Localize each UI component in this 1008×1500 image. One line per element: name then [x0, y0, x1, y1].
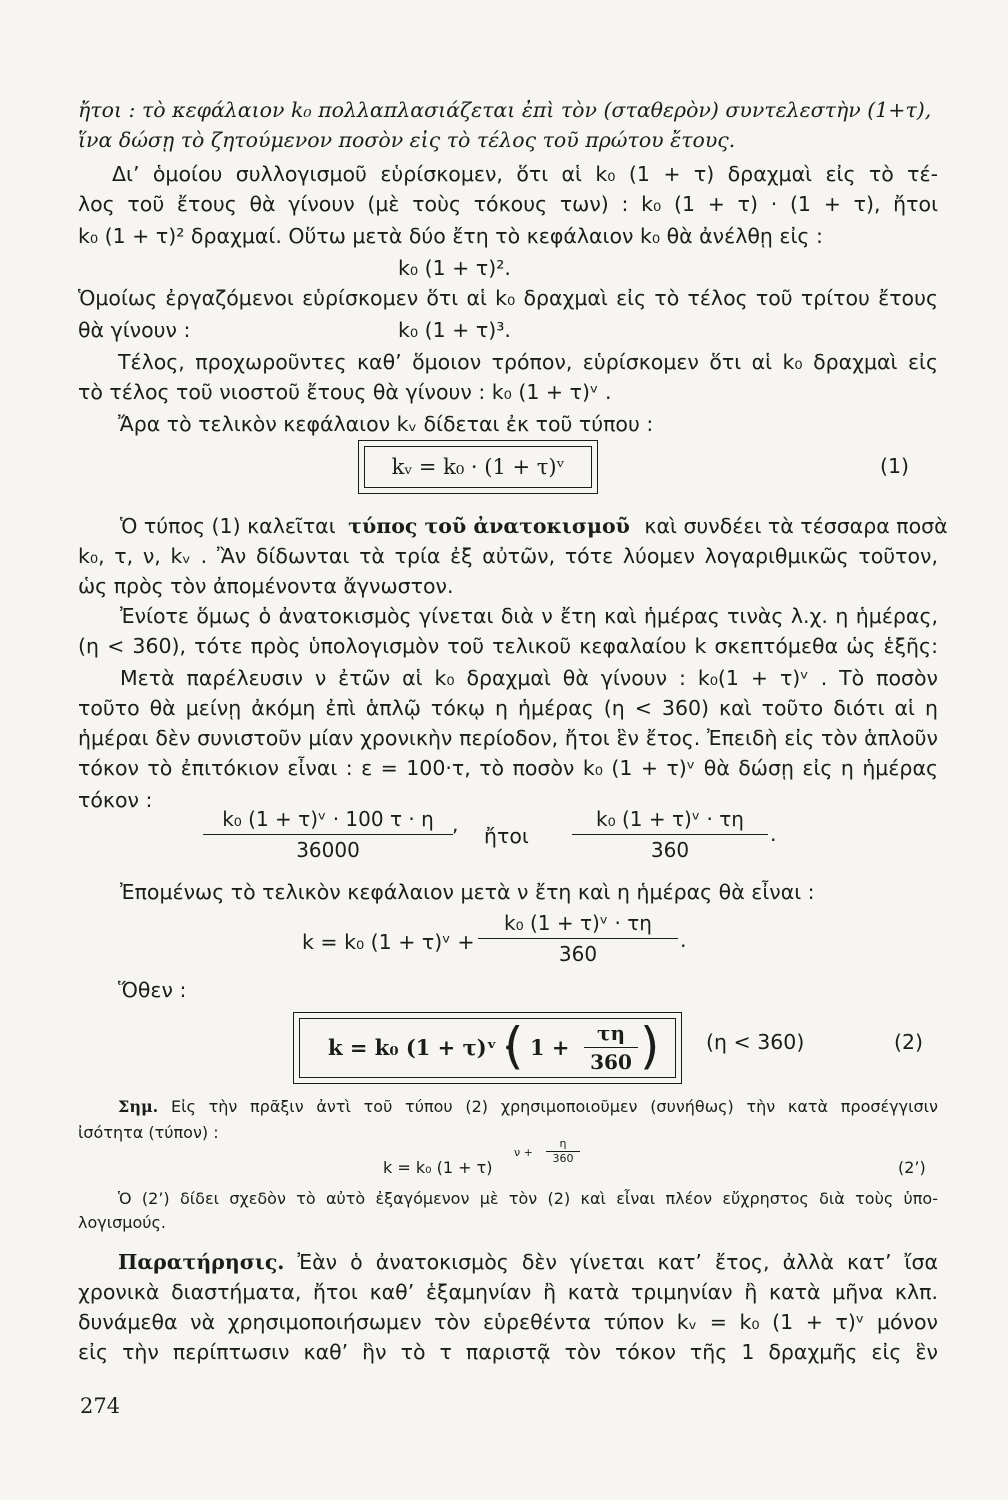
observation-line-3: δυνάμεθα νὰ χρησιμοποιήσωμεν τὸν εὑρεθέντα τύπον kᵥ = k₀ (1 + τ)ᵛ μόνον	[78, 1310, 938, 1334]
fraction-interest-b-denominator: 360	[650, 838, 690, 862]
text-line-13: k₀, τ, ν, kᵥ . Ἂν δίδωνται τὰ τρία ἐξ αὐτῶν, τότε λύομεν λογαριθμικῶς τοῦτον,	[78, 544, 938, 568]
text-line-3: Δι’ ὁμοίου συλλογισμοῦ εὑρίσκομεν, ὅτι αἱ k₀ (1 + τ) δραχμαὶ εἰς τὸ τέ-	[112, 162, 938, 186]
note-line-2: ἰσότητα (τύπον) :	[78, 1123, 219, 1142]
text-line-11: Ἄρα τὸ τελικὸν κεφάλαιον kᵥ δίδεται ἐκ τοῦ τύπου :	[118, 412, 654, 436]
formula-2-one-plus: 1 +	[530, 1035, 570, 1060]
text-line-20: τόκον τὸ ἐπιτόκιον εἶναι : ε = 100·τ, τὸ ποσὸν k₀ (1 + τ)ᵛ θὰ δώσῃ εἰς η ἡμέρας	[78, 756, 938, 780]
fraction-interest-b-dot: .	[770, 822, 777, 846]
observation-line-2: χρονικὰ διαστήματα, ἤτοι καθ’ ἑξαμηνίαν ἢ κατὰ τριμηνίαν ἢ κατὰ μῆνα κλπ.	[78, 1280, 938, 1304]
formula-final-capital-fraction	[478, 910, 678, 967]
text-line-8: θὰ γίνουν :	[78, 318, 191, 342]
formula-1-label: (1)	[880, 454, 910, 478]
page-number: 274	[80, 1394, 121, 1418]
text-line-19: ἡμέραι δὲν συνιστοῦν μίαν χρονικὴν περίοδον, ἤτοι ἓν ἔτος. Ἐπειδὴ εἰς τὸν ἁπλοῦν	[78, 726, 938, 750]
text-line-14: ὡς πρὸς τὸν ἀπομένοντα ἄγνωστον.	[78, 574, 454, 598]
observation-label: Παρατήρησις.	[118, 1250, 285, 1274]
text-line-12-start: Ὁ τύπος (1) καλεῖται	[120, 514, 336, 538]
text-line-15: Ἐνίοτε ὅμως ὁ ἀνατοκισμὸς γίνεται διὰ ν ἔτη καὶ ἡμέρας τινὰς λ.χ. η ἡμέρας,	[120, 604, 938, 628]
formula-2-open-paren: (	[504, 1017, 524, 1075]
formula-final-capital-numerator: k₀ (1 + τ)ᵛ · τη	[478, 910, 678, 939]
fraction-interest-b	[572, 806, 768, 863]
text-line-2: ἵνα δώσῃ τὸ ζητούμενον ποσὸν εἰς τὸ τέλος τοῦ πρώτου ἔτους.	[78, 128, 736, 152]
formula-2prime-label: (2’)	[898, 1158, 926, 1177]
text-line-23: Ὅθεν :	[118, 978, 187, 1002]
formula-2-fraction	[584, 1021, 638, 1074]
text-line-16: (η < 360), τότε πρὸς ὑπολογισμὸν τοῦ τελικοῦ κεφαλαίου k σκεπτόμεθα ὡς ἑξῆς:	[78, 634, 938, 658]
formula-2-label: (2)	[894, 1030, 924, 1054]
text-line-10: τὸ τέλος τοῦ νιοστοῦ ἔτους θὰ γίνουν : k₀ (1 + τ)ᵛ .	[78, 380, 612, 404]
term-compound-interest-formula: τύπος τοῦ ἀνατοκισμοῦ	[348, 514, 630, 538]
formula-final-capital-denominator: 360	[558, 942, 598, 966]
text-line-4: λος τοῦ ἔτους θὰ γίνουν (μὲ τοὺς τόκους των) : k₀ (1 + τ) · (1 + τ), ἤτοι	[78, 192, 938, 216]
formula-2-condition: (η < 360)	[706, 1030, 805, 1054]
formula-2-box	[293, 1012, 682, 1084]
text-line-18: τοῦτο θὰ μείνῃ ἀκόμη ἐπὶ ἁπλῷ τόκῳ η ἡμέρας (η < 360) καὶ τοῦτο διότι αἱ η	[78, 696, 938, 720]
text-line-22: Ἐπομένως τὸ τελικὸν κεφάλαιον μετὰ ν ἔτη καὶ η ἡμέρας θὰ εἶναι :	[120, 880, 815, 904]
fraction-interest-a	[203, 806, 453, 863]
formula-2prime-exponent: ν +	[514, 1146, 533, 1159]
formula-1-box	[358, 440, 598, 494]
word-htoi: ἤτοι	[484, 824, 529, 848]
formula-2-inner-frame	[299, 1018, 676, 1078]
text-line-7: Ὁμοίως ἐργαζόμενοι εὑρίσκομεν ὅτι αἱ k₀ δραχμαὶ εἰς τὸ τέλος τοῦ τρίτου ἔτους	[78, 286, 938, 310]
formula-k0-cubed: k₀ (1 + τ)³.	[398, 318, 511, 342]
formula-2prime-exp-fraction	[546, 1138, 580, 1165]
observation-line-4: εἰς τὴν περίπτωσιν καθ’ ἣν τὸ τ παριστᾷ τὸν τόκον τῆς 1 δραχμῆς εἰς ἓν	[78, 1340, 938, 1364]
note-line-3: Ὁ (2’) δίδει σχεδὸν τὸ αὐτὸ ἐξαγόμενον μὲ τὸν (2) καὶ εἶναι πλέον εὔχρηστος διὰ τοὺς ὑπο-	[118, 1189, 938, 1208]
text-line-12-end: καὶ συνδέει τὰ τέσσαρα ποσὰ	[644, 514, 948, 538]
text-line-21: τόκον :	[78, 788, 153, 812]
formula-2prime-exp-denominator: 360	[552, 1152, 574, 1165]
note-line-1	[118, 1096, 938, 1118]
formula-2-numerator: τη	[584, 1021, 638, 1048]
formula-final-capital-dot: .	[680, 928, 687, 952]
formula-2-close-paren: )	[640, 1017, 660, 1075]
formula-2-denominator: 360	[590, 1050, 632, 1074]
note-label: Σημ.	[118, 1097, 159, 1116]
formula-2-left: k = k₀ (1 + τ)ᵛ ·	[328, 1035, 512, 1060]
text-line-1: ἤτοι : τὸ κεφάλαιον k₀ πολλαπλασιάζεται ἐπὶ τὸν (σταθερὸν) συντελεστὴν (1+τ),	[78, 98, 932, 122]
note-line-4: λογισμούς.	[78, 1213, 166, 1232]
formula-k0-squared: k₀ (1 + τ)².	[398, 256, 511, 280]
formula-2prime-left: k = k₀ (1 + τ)	[383, 1158, 493, 1177]
text-line-5: k₀ (1 + τ)² δραχμαί. Οὕτω μετὰ δύο ἔτη τὸ κεφάλαιον k₀ θὰ ἀνέλθῃ εἰς :	[78, 224, 823, 248]
fraction-interest-b-numerator: k₀ (1 + τ)ᵛ · τη	[572, 806, 768, 835]
fraction-interest-a-denominator: 36000	[296, 838, 360, 862]
text-line-12	[120, 512, 948, 540]
observation-line-1-text: Ἐὰν ὁ ἀνατοκισμὸς δὲν γίνεται κατ’ ἔτος, ἀλλὰ κατ’ ἴσα	[297, 1250, 938, 1274]
fraction-interest-a-comma: ,	[452, 812, 459, 836]
formula-2prime-exp-numerator: η	[546, 1138, 580, 1152]
observation-line-1	[118, 1248, 938, 1276]
text-line-17: Μετὰ παρέλευσιν ν ἐτῶν αἱ k₀ δραχμαὶ θὰ γίνουν : k₀(1 + τ)ᵛ . Τὸ ποσὸν	[120, 666, 938, 690]
fraction-interest-a-numerator: k₀ (1 + τ)ᵛ · 100 τ · η	[203, 806, 453, 835]
formula-1: kᵥ = k₀ · (1 + τ)ᵛ	[364, 446, 592, 488]
note-line-1-text: Εἰς τὴν πρᾶξιν ἀντὶ τοῦ τύπου (2) χρησιμοποιοῦμεν (συνήθως) τὴν κατὰ προσέγγισιν	[170, 1097, 938, 1116]
text-line-9: Τέλος, προχωροῦντες καθ’ ὅμοιον τρόπον, εὑρίσκομεν ὅτι αἱ k₀ δραχμαὶ εἰς	[118, 350, 938, 374]
formula-final-capital-left: k = k₀ (1 + τ)ᵛ +	[302, 930, 475, 954]
